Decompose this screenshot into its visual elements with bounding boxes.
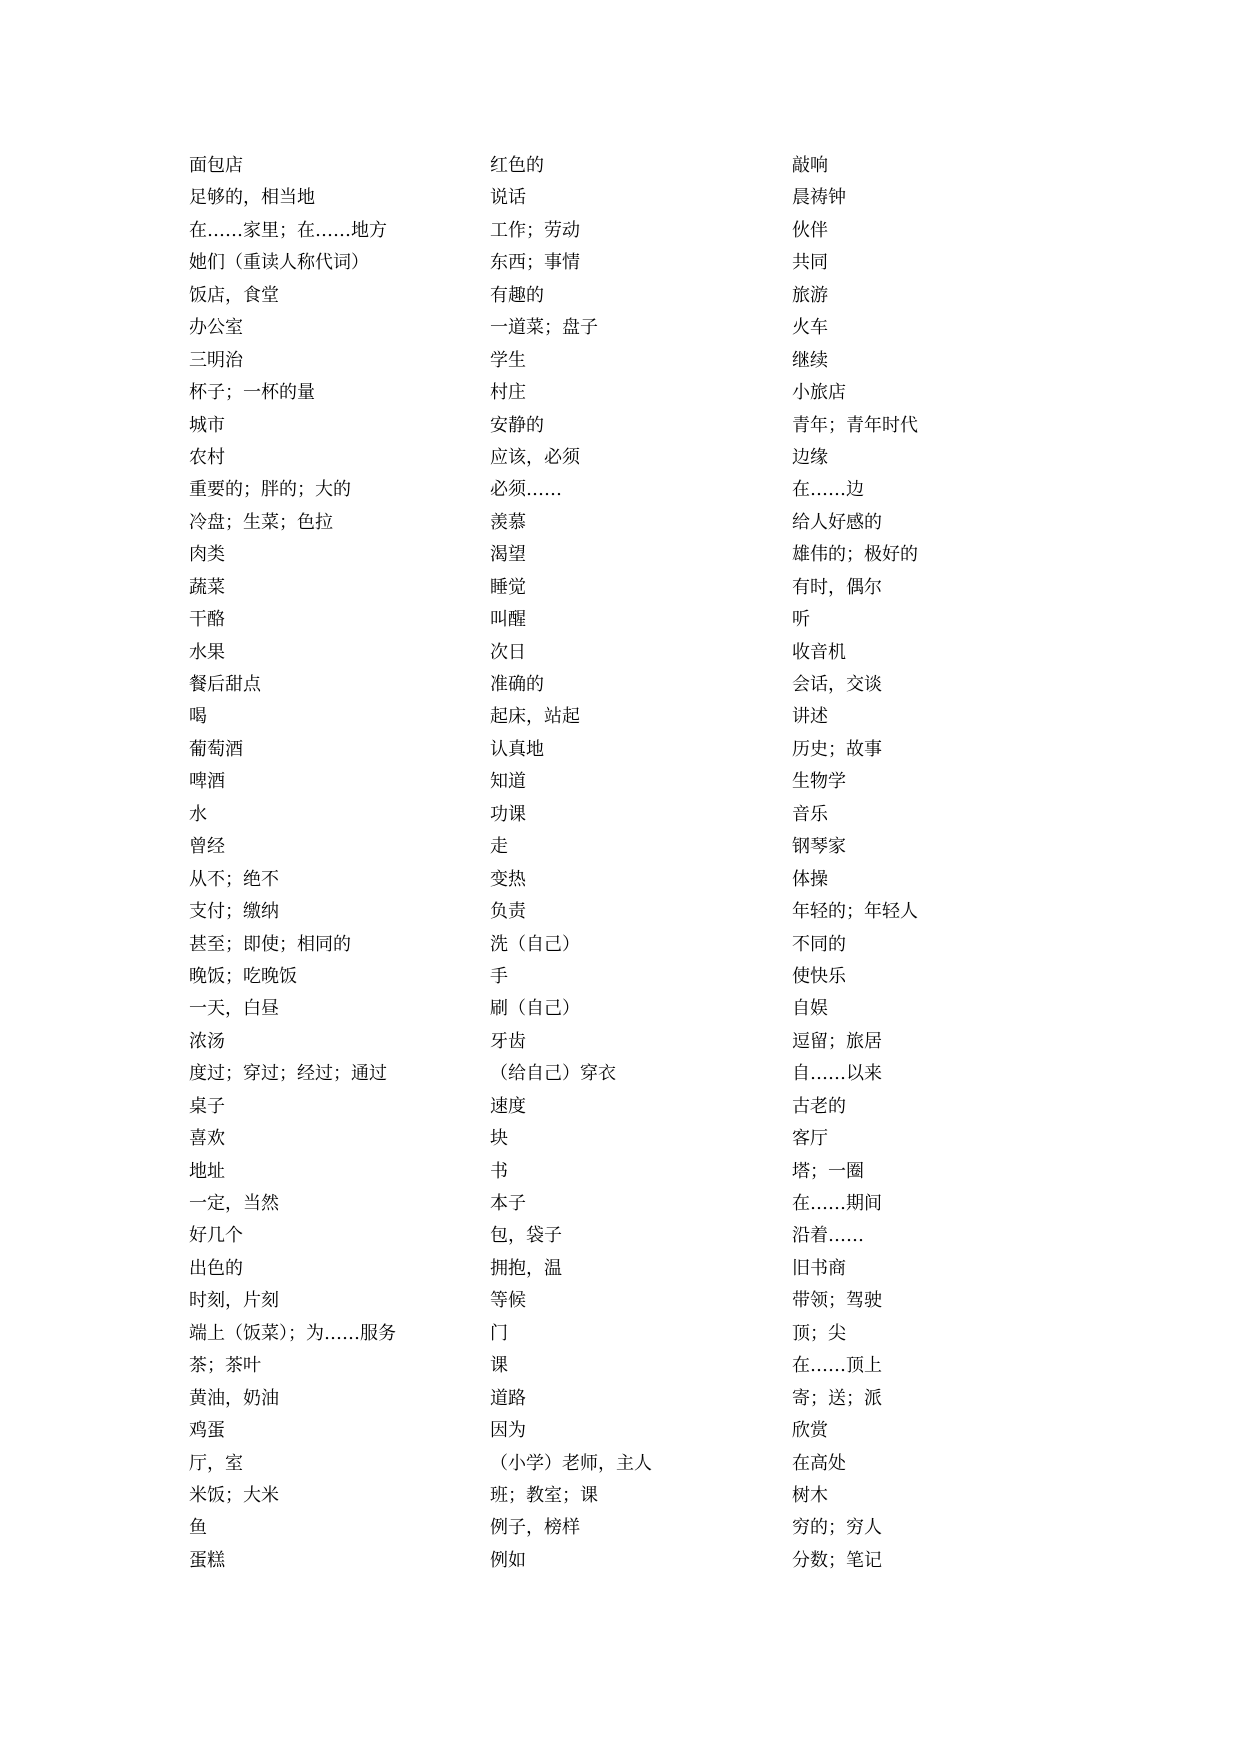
vocab-entry: 边缘: [792, 446, 828, 468]
vocab-entry: 钢琴家: [792, 836, 846, 858]
vocab-entry: 收音机: [792, 641, 846, 663]
vocab-entry: 继续: [792, 349, 828, 371]
vocab-entry: 叫醒: [490, 609, 526, 631]
vocab-entry: 有趣的: [490, 284, 544, 306]
vocab-entry: 蛋糕: [189, 1549, 225, 1571]
vocab-entry: 会话，交谈: [792, 674, 882, 695]
word-column-3: [792, 150, 918, 1577]
vocab-entry: 例子，榜样: [490, 1517, 580, 1539]
vocab-entry: 等候: [490, 1290, 526, 1312]
vocab-entry: 餐后甜点: [189, 674, 261, 695]
word-column-1: [189, 150, 396, 1577]
vocab-entry: 喜欢: [189, 1128, 225, 1150]
vocab-entry: 年轻的；年轻人: [792, 901, 918, 923]
vocab-entry: 课: [490, 1355, 508, 1377]
vocab-entry: 度过；穿过；经过；通过: [189, 1063, 387, 1085]
vocab-entry: 起床，站起: [490, 706, 580, 728]
vocab-entry: 村庄: [490, 382, 526, 404]
vocab-entry: 包，袋子: [490, 1225, 562, 1247]
vocab-entry: 学生: [490, 349, 526, 371]
vocab-entry: 在高处: [792, 1452, 846, 1474]
vocab-entry: 她们（重读人称代词）: [189, 252, 369, 274]
vocab-entry: 沿着……: [792, 1225, 864, 1247]
vocab-entry: 书: [490, 1160, 508, 1182]
vocab-entry: 因为: [490, 1420, 526, 1442]
vocab-entry: 曾经: [189, 836, 225, 858]
vocab-entry: 葡萄酒: [189, 738, 243, 760]
vocab-entry: 蔬菜: [189, 576, 225, 598]
vocab-entry: 音乐: [792, 803, 828, 825]
vocab-entry: 自娱: [792, 998, 828, 1020]
vocab-entry: 准确的: [490, 674, 544, 695]
vocab-entry: 历史；故事: [792, 738, 882, 760]
vocab-entry: 东西；事情: [490, 252, 580, 274]
vocab-entry: 次日: [490, 641, 526, 663]
vocab-entry: 古老的: [792, 1095, 846, 1117]
vocab-entry: 饭店，食堂: [189, 284, 279, 306]
word-column-2: [490, 150, 652, 1577]
vocab-entry: 牙齿: [490, 1030, 526, 1052]
vocab-entry: 城市: [189, 414, 225, 436]
vocab-entry: 睡觉: [490, 576, 526, 598]
vocab-entry: 支付；缴纳: [189, 901, 279, 923]
vocab-entry: 时刻，片刻: [189, 1290, 279, 1312]
vocab-entry: 说话: [490, 187, 526, 209]
vocab-entry: 肉类: [189, 544, 225, 566]
vocab-entry: 旅游: [792, 284, 828, 306]
vocab-entry: 在……边: [792, 479, 864, 501]
vocab-entry: 穷的；穷人: [792, 1517, 882, 1539]
vocab-entry: 有时，偶尔: [792, 576, 882, 598]
vocab-entry: 红色的: [490, 155, 544, 176]
vocab-entry: 生物学: [792, 771, 846, 793]
vocab-entry: 顶；尖: [792, 1322, 846, 1344]
vocab-entry: 鸡蛋: [189, 1420, 225, 1442]
vocab-entry: 共同: [792, 252, 828, 274]
vocab-entry: 拥抱，温: [490, 1257, 562, 1279]
vocab-entry: 干酪: [189, 609, 225, 631]
vocab-entry: 从不；绝不: [189, 868, 279, 890]
vocab-entry: 在……期间: [792, 1193, 882, 1214]
vocab-entry: 道路: [490, 1387, 526, 1409]
vocab-entry: 晚饭；吃晚饭: [189, 965, 297, 987]
vocab-entry: 班；教室；课: [490, 1484, 598, 1506]
vocab-entry: 啤酒: [189, 771, 225, 793]
vocab-entry: 在……家里；在……地方: [189, 219, 387, 241]
vocab-entry: 一道菜；盘子: [490, 317, 598, 339]
vocab-entry: 分数；笔记: [792, 1549, 882, 1571]
vocab-entry: 火车: [792, 317, 828, 339]
vocab-entry: 旧书商: [792, 1257, 846, 1279]
vocab-entry: 客厅: [792, 1128, 828, 1150]
vocab-entry: 带领；驾驶: [792, 1290, 882, 1312]
vocab-entry: 喝: [189, 706, 207, 728]
vocab-entry: 讲述: [792, 706, 828, 728]
vocab-entry: 洗（自己）: [490, 933, 580, 955]
vocab-entry: 好几个: [189, 1225, 243, 1247]
vocab-entry: 功课: [490, 803, 526, 825]
vocab-entry: 工作；劳动: [490, 219, 580, 241]
vocab-entry: 变热: [490, 868, 526, 890]
vocab-entry: 刷（自己）: [490, 998, 580, 1020]
vocab-entry: 认真地: [490, 738, 544, 760]
vocab-entry: （小学）老师，主人: [490, 1452, 652, 1474]
vocab-entry: 小旅店: [792, 382, 846, 404]
vocab-entry: 一天，白昼: [189, 998, 279, 1020]
vocab-entry: 应该，必须: [490, 446, 580, 468]
vocab-entry: 欣赏: [792, 1420, 828, 1442]
vocab-entry: 使快乐: [792, 965, 846, 987]
vocab-entry: 速度: [490, 1095, 526, 1117]
vocab-entry: 块: [490, 1128, 508, 1150]
vocab-entry: 逗留；旅居: [792, 1030, 882, 1052]
vocab-entry: （给自己）穿衣: [490, 1063, 616, 1085]
vocab-entry: 地址: [189, 1160, 225, 1182]
vocab-entry: 冷盘；生菜；色拉: [189, 511, 333, 533]
vocab-entry: 在……顶上: [792, 1355, 882, 1377]
vocab-entry: 重要的；胖的；大的: [189, 479, 351, 501]
vocab-entry: 门: [490, 1322, 508, 1344]
vocab-entry: 羡慕: [490, 511, 526, 533]
vocab-entry: 知道: [490, 771, 526, 793]
vocab-entry: 农村: [189, 446, 225, 468]
vocab-entry: 端上（饭菜）；为……服务: [189, 1322, 396, 1344]
vocab-entry: 米饭；大米: [189, 1484, 279, 1506]
vocab-entry: 茶；茶叶: [189, 1355, 261, 1377]
vocab-entry: 不同的: [792, 933, 846, 955]
vocab-entry: 走: [490, 836, 508, 858]
vocab-entry: 负责: [490, 901, 526, 923]
vocab-entry: 本子: [490, 1193, 526, 1214]
vocab-entry: 甚至；即使；相同的: [189, 933, 351, 955]
vocab-entry: 树木: [792, 1484, 828, 1506]
vocab-entry: 杯子；一杯的量: [189, 382, 315, 404]
vocab-entry: 三明治: [189, 349, 243, 371]
vocab-entry: 给人好感的: [792, 511, 882, 533]
vocab-entry: 安静的: [490, 414, 544, 436]
vocab-entry: 手: [490, 965, 508, 987]
vocab-entry: 黄油，奶油: [189, 1387, 279, 1409]
vocab-entry: 鱼: [189, 1517, 207, 1539]
vocab-entry: 伙伴: [792, 219, 828, 241]
vocab-entry: 体操: [792, 868, 828, 890]
vocab-entry: 一定，当然: [189, 1193, 279, 1214]
vocab-entry: 办公室: [189, 317, 243, 339]
vocab-entry: 塔；一圈: [792, 1160, 864, 1182]
vocab-entry: 出色的: [189, 1257, 243, 1279]
vocab-entry: 例如: [490, 1549, 526, 1571]
vocab-entry: 桌子: [189, 1095, 225, 1117]
vocab-entry: 自……以来: [792, 1063, 882, 1085]
vocab-entry: 青年；青年时代: [792, 414, 918, 436]
vocab-entry: 寄；送；派: [792, 1387, 882, 1409]
vocab-entry: 雄伟的；极好的: [792, 544, 918, 566]
vocab-entry: 足够的，相当地: [189, 187, 315, 209]
vocab-entry: 敲响: [792, 155, 828, 176]
vocab-entry: 晨祷钟: [792, 187, 846, 209]
vocab-entry: 水果: [189, 641, 225, 663]
vocab-entry: 浓汤: [189, 1030, 225, 1052]
vocab-entry: 渴望: [490, 544, 526, 566]
vocab-entry: 必须……: [490, 479, 562, 501]
vocab-entry: 面包店: [189, 155, 243, 176]
vocab-entry: 听: [792, 609, 810, 631]
vocab-entry: 水: [189, 803, 207, 825]
vocab-entry: 厅，室: [189, 1452, 243, 1474]
